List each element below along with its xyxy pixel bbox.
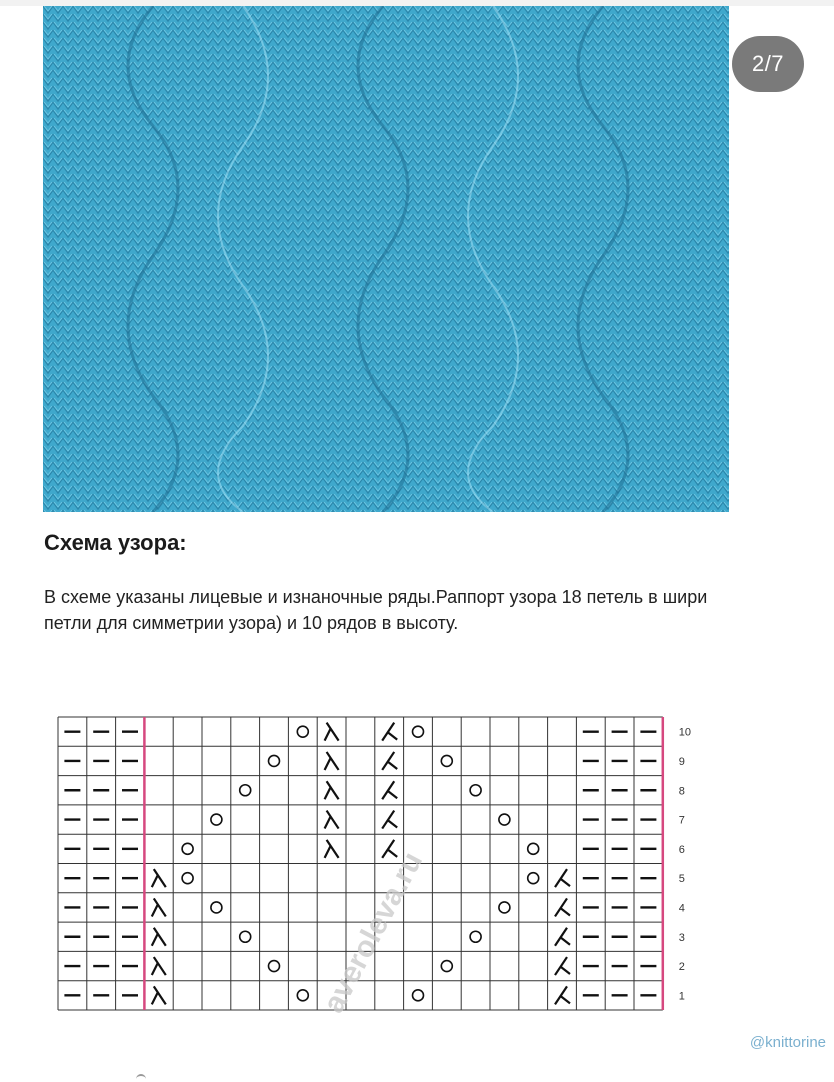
knitting-photo bbox=[43, 6, 729, 512]
yarn-over-symbol bbox=[297, 726, 308, 737]
yarn-over-symbol bbox=[240, 931, 251, 942]
yarn-over-symbol bbox=[499, 902, 510, 913]
yarn-over-symbol bbox=[269, 755, 280, 766]
author-handle: @knittorine bbox=[749, 1034, 826, 1051]
right-decrease-symbol bbox=[555, 957, 570, 975]
right-decrease-symbol bbox=[555, 986, 570, 1004]
yarn-over-symbol bbox=[470, 931, 481, 942]
yarn-over-symbol bbox=[499, 814, 510, 825]
row-number-label: 1 bbox=[678, 990, 685, 1003]
yarn-over-symbol bbox=[413, 990, 424, 1001]
description-line-1: В схеме указаны лицевые и изнаночные ряды.Раппорт узора 18 петель в шири bbox=[44, 587, 708, 607]
row-labels bbox=[679, 727, 691, 1003]
description-line-2: петли для симметрии узора) и 10 рядов в высоту. bbox=[44, 613, 459, 633]
left-decrease-symbol bbox=[152, 869, 166, 887]
bottom-edge-mark bbox=[136, 1074, 146, 1082]
row-number-label: 10 bbox=[678, 726, 692, 739]
yarn-over-symbol bbox=[441, 961, 452, 972]
right-decrease-symbol bbox=[382, 781, 397, 799]
right-decrease-symbol bbox=[382, 752, 397, 770]
yarn-over-symbol bbox=[441, 755, 452, 766]
row-number-label: 7 bbox=[678, 814, 685, 827]
left-decrease-symbol bbox=[325, 752, 339, 770]
right-decrease-symbol bbox=[555, 898, 570, 916]
row-number-label: 2 bbox=[678, 961, 685, 974]
yarn-over-symbol bbox=[182, 843, 193, 854]
yarn-over-symbol bbox=[211, 814, 222, 825]
left-decrease-symbol bbox=[325, 811, 339, 829]
row-number-label: 3 bbox=[678, 931, 685, 944]
chart-watermark: averoleva.ru bbox=[317, 846, 430, 1019]
right-decrease-symbol bbox=[382, 723, 397, 741]
yarn-over-symbol bbox=[297, 990, 308, 1001]
yarn-over-symbol bbox=[240, 785, 251, 796]
left-decrease-symbol bbox=[325, 723, 339, 741]
row-number-label: 6 bbox=[678, 843, 685, 856]
left-decrease-symbol bbox=[152, 898, 166, 916]
yarn-over-symbol bbox=[528, 843, 539, 854]
left-decrease-symbol bbox=[152, 957, 166, 975]
left-decrease-symbol bbox=[152, 986, 166, 1004]
left-decrease-symbol bbox=[325, 840, 339, 858]
slide-counter: 2/7 bbox=[732, 36, 804, 92]
yarn-over-symbol bbox=[470, 785, 481, 796]
section-heading: Схема узора: bbox=[44, 530, 187, 555]
yarn-over-symbol bbox=[269, 961, 280, 972]
right-decrease-symbol bbox=[555, 928, 570, 946]
row-number-label: 8 bbox=[678, 785, 685, 798]
yarn-over-symbol bbox=[413, 726, 424, 737]
description-text bbox=[44, 584, 834, 636]
pattern-chart bbox=[0, 700, 834, 1020]
row-number-label: 4 bbox=[678, 902, 685, 915]
knit-texture bbox=[43, 6, 729, 512]
right-decrease-symbol bbox=[382, 811, 397, 829]
right-decrease-symbol bbox=[555, 869, 570, 887]
yarn-over-symbol bbox=[211, 902, 222, 913]
row-number-label: 5 bbox=[678, 873, 685, 886]
yarn-over-symbol bbox=[182, 873, 193, 884]
left-decrease-symbol bbox=[325, 781, 339, 799]
left-decrease-symbol bbox=[152, 928, 166, 946]
row-number-label: 9 bbox=[678, 755, 685, 768]
yarn-over-symbol bbox=[528, 873, 539, 884]
